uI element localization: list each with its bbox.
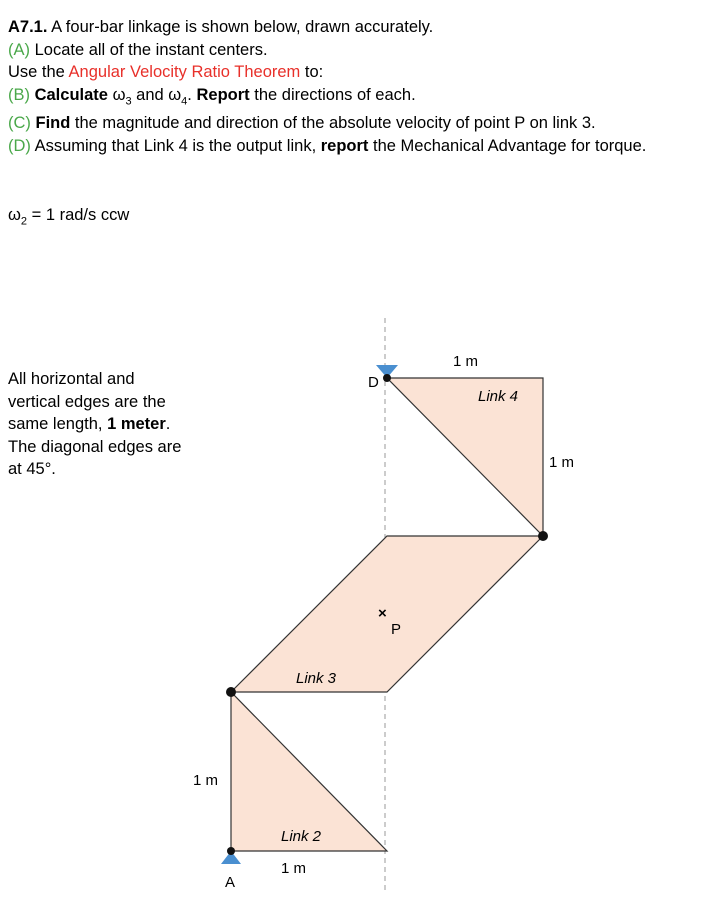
part-b-dot: . [187,85,192,104]
note-line1: All horizontal and [8,370,135,388]
joint-d [383,374,391,382]
part-a-text: Locate all of the instant centers. [34,40,268,59]
note-line2: vertical edges are the [8,392,166,411]
part-b-and: and [131,85,169,104]
omega3: ω [112,85,126,104]
joint-b [226,687,236,697]
part-d-pre: Assuming that Link 4 is the output link, [30,136,321,155]
part-c-rest: the magnitude and direction of the absolute velocity of point P on link 3. [70,114,596,133]
point-p-marker: × [378,605,387,622]
problem-intro: A four-bar linkage is shown below, drawn accurately. [51,18,434,36]
part-b-calculate: Calculate [34,85,108,104]
part-d-rest: the Mechanical Advantage for torque. [368,136,647,155]
note-line3-post: . [165,415,171,433]
use-the-text: Use the [8,63,69,81]
omega4: ω [168,85,182,104]
omega3-sub: 3 [125,94,132,107]
link2-label: Link 2 [281,828,322,845]
part-b-rest: the directions of each. [249,85,416,104]
part-c-find: Find [35,114,71,133]
omega2-sub: 2 [20,215,28,228]
dim-link4-right: 1 m [549,454,575,471]
part-b-report: Report [196,85,250,104]
link3-label: Link 3 [296,670,337,687]
part-d-report: report [320,136,369,155]
omega2-value: = 1 rad/s ccw [27,206,130,224]
link4-triangle [387,378,543,536]
omega4-sub: 4 [181,94,188,107]
joint-a [227,847,235,855]
joint-c [538,531,548,541]
dim-link4-top: 1 m [453,353,479,370]
pivot-a-label: A [225,874,236,891]
note-line5: at 45°. [8,460,56,478]
note-line3-pre: same length, [8,415,108,433]
problem-id: A7.1. [8,18,48,36]
link3-parallelogram [231,536,543,692]
theorem-name: Angular Velocity Ratio Theorem [68,63,301,81]
to-text: to: [300,63,324,81]
link4-label: Link 4 [478,388,519,405]
dim-link2-vertical: 1 m [193,772,219,789]
omega2-symbol: ω [8,206,21,224]
dim-link2-horizontal: 1 m [281,860,307,877]
note-line4: The diagonal edges are [8,437,182,456]
part-c-tag: (C) [8,114,31,133]
part-d-tag: (D) [8,136,31,155]
point-p-label: P [391,621,402,638]
note-line3-bold: 1 meter [107,415,166,433]
pivot-d-label: D [368,374,379,391]
part-a-tag: (A) [8,40,30,59]
part-b-tag: (B) [8,85,30,104]
